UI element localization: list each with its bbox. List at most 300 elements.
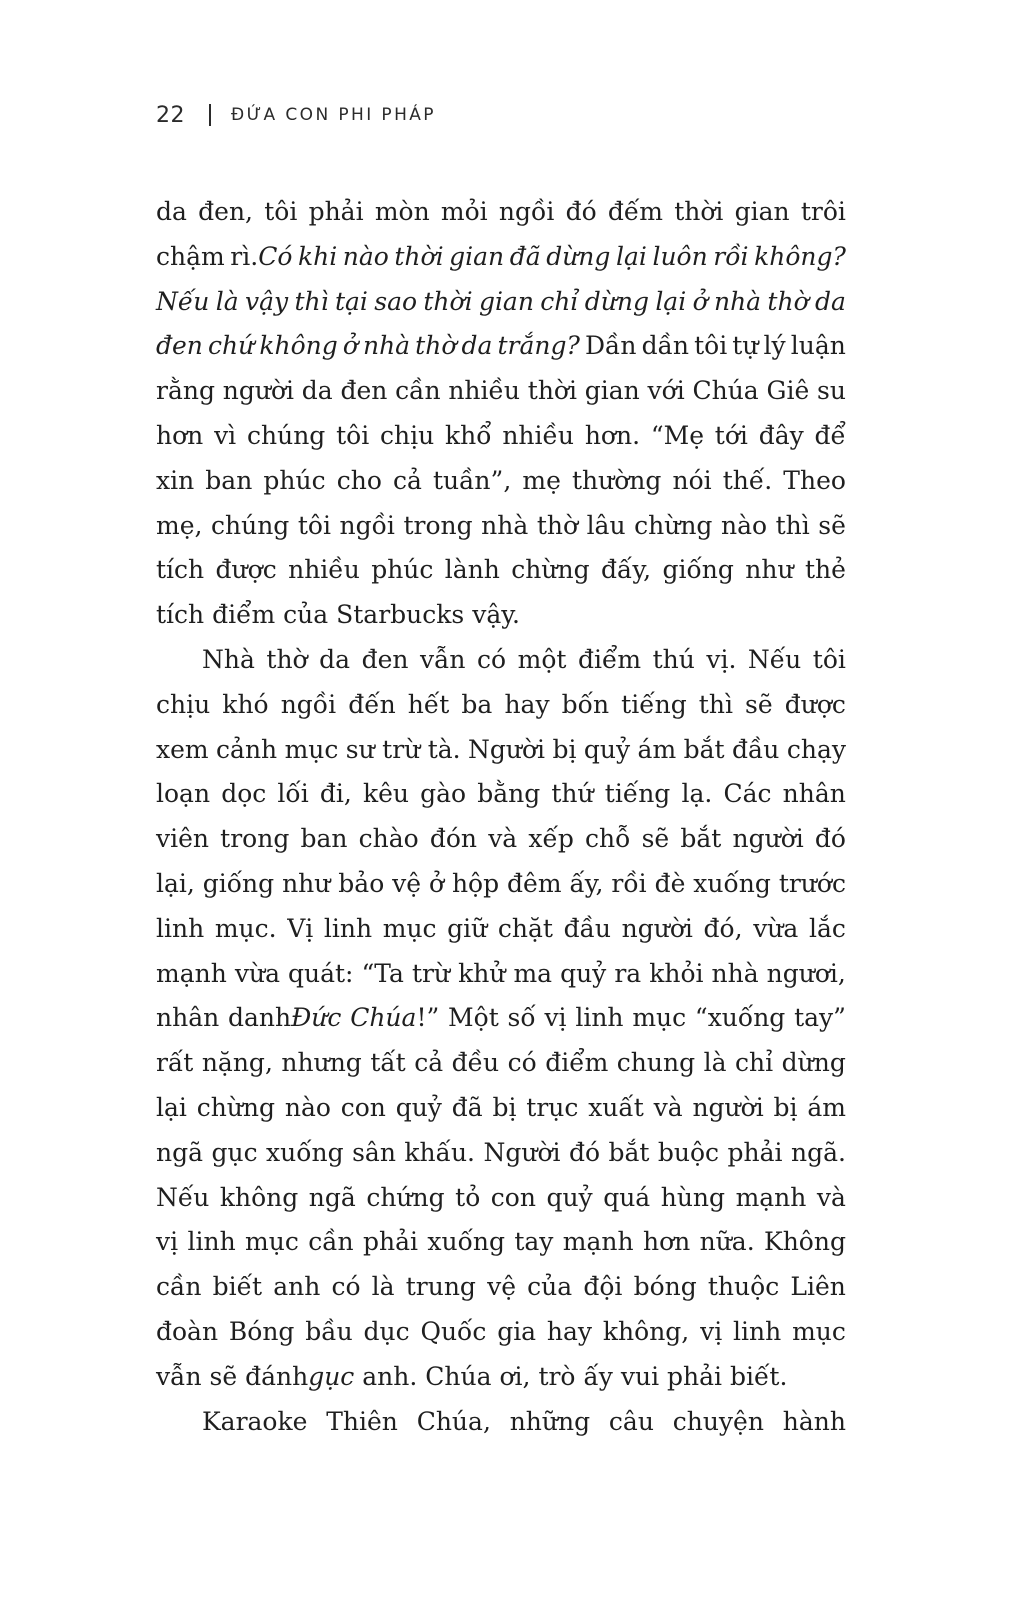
- word: “Ta: [361, 958, 404, 988]
- word: bằng: [477, 779, 541, 809]
- word: không: [259, 331, 338, 361]
- word: đó: [565, 197, 597, 226]
- word: hùng: [660, 1182, 726, 1212]
- word: trắng?: [497, 331, 580, 361]
- word: nặng,: [201, 1048, 273, 1078]
- word: thường: [571, 465, 662, 495]
- word: chứng: [366, 1182, 445, 1212]
- word: chừng: [634, 510, 713, 540]
- word: tôi: [297, 510, 331, 540]
- word: chịu: [156, 689, 211, 719]
- word: và: [488, 824, 518, 854]
- word: xuống: [693, 868, 771, 898]
- word: bị: [492, 1092, 517, 1122]
- word: lạ.: [681, 779, 713, 809]
- word: luận: [790, 331, 846, 361]
- word: người: [692, 1092, 764, 1122]
- word: khỏi: [649, 958, 704, 988]
- word: một: [517, 644, 567, 674]
- word: Dần: [585, 331, 637, 361]
- word: mục: [382, 913, 437, 943]
- word: mục.: [214, 913, 277, 943]
- text-line: [156, 504, 846, 549]
- word: phải: [363, 1227, 419, 1257]
- word: gào: [420, 779, 467, 809]
- word: dừng: [781, 1048, 846, 1078]
- text-line: [156, 1355, 846, 1400]
- word: xuống: [427, 1227, 505, 1257]
- word: phải: [308, 197, 364, 226]
- word: quỷ: [546, 1182, 593, 1212]
- word: chặt: [497, 913, 553, 943]
- word: dừng: [584, 286, 649, 316]
- word: bắt: [683, 734, 725, 764]
- word: tự: [732, 331, 759, 361]
- word: sân: [352, 1137, 396, 1167]
- word: câu: [608, 1406, 654, 1436]
- word: lành: [444, 555, 500, 585]
- book-title: ĐỨA CON PHI PHÁP: [231, 105, 436, 125]
- word: thứ: [551, 779, 594, 809]
- text-line: [156, 1131, 846, 1176]
- word: da: [319, 644, 351, 674]
- word: hơn: [156, 420, 204, 450]
- text-line: [156, 1400, 846, 1445]
- word: ở: [342, 331, 358, 361]
- word: Người: [468, 734, 546, 764]
- word: ở: [692, 286, 708, 316]
- word: sư: [345, 734, 375, 764]
- word: hành: [782, 1406, 846, 1436]
- word: con: [340, 1092, 386, 1122]
- word: xuất: [588, 1092, 644, 1122]
- word: giống: [202, 868, 275, 898]
- text-line: [156, 369, 846, 414]
- word: cảnh: [216, 734, 278, 764]
- word: đếm: [607, 197, 663, 226]
- text-line: [156, 817, 846, 862]
- word: vì: [214, 420, 237, 450]
- word: lắc: [808, 913, 846, 943]
- word: không: [219, 1182, 299, 1212]
- text-line: [156, 728, 846, 773]
- word: tích: [156, 555, 205, 585]
- word: tà.: [427, 734, 461, 764]
- word: của: [283, 600, 329, 630]
- word: thờ: [767, 286, 809, 316]
- word: linh: [575, 1003, 624, 1033]
- word: điểm: [212, 600, 276, 630]
- word: gian: [734, 197, 790, 226]
- word: là: [703, 1048, 727, 1078]
- word: sẽ: [641, 824, 670, 854]
- word: vẫn: [156, 1361, 202, 1391]
- word: nhà: [711, 958, 759, 988]
- word: cần: [156, 1272, 202, 1302]
- word: điểm: [545, 1048, 609, 1078]
- word: Starbucks: [336, 600, 465, 630]
- word: được: [215, 555, 277, 585]
- word: như: [745, 555, 794, 585]
- word: ma: [513, 958, 553, 988]
- word: Nếu: [156, 286, 210, 316]
- word: bảo: [338, 868, 385, 898]
- word: Nếu: [747, 644, 802, 674]
- word: vị: [544, 1003, 567, 1033]
- word: gục: [211, 1137, 258, 1167]
- word: mỏi: [440, 197, 488, 226]
- word: gian: [478, 286, 534, 316]
- word: ngã: [308, 1182, 356, 1212]
- word: đều: [451, 1048, 500, 1078]
- word: ơi,: [499, 1361, 531, 1391]
- text-line: [156, 1265, 846, 1310]
- word: thời: [674, 197, 724, 226]
- word: nói: [672, 465, 712, 495]
- word: phải: [667, 1361, 723, 1391]
- word: linh: [156, 913, 205, 943]
- word: ban: [300, 824, 348, 854]
- word: “Mẹ: [650, 420, 704, 450]
- word: ngã.: [790, 1137, 846, 1167]
- word: ngồi: [498, 197, 555, 226]
- word: phải: [727, 1137, 783, 1167]
- word: ngươi,: [766, 958, 846, 988]
- word: đoàn: [156, 1316, 219, 1346]
- word: “xuống: [694, 1003, 786, 1033]
- word: nhiều: [288, 555, 360, 585]
- word: đấy,: [601, 555, 652, 585]
- text-line: [156, 952, 846, 997]
- word: ấy: [583, 1361, 613, 1391]
- word: dục: [363, 1316, 410, 1346]
- word: mạnh: [562, 1227, 634, 1257]
- text-line: [156, 280, 846, 325]
- word: tôi: [336, 420, 370, 450]
- word: hay: [546, 1316, 593, 1346]
- word: mẹ: [522, 465, 561, 495]
- word: cần: [308, 1227, 354, 1257]
- text-line: [156, 1086, 846, 1131]
- word: chứ: [208, 331, 255, 361]
- word: trừ: [411, 958, 451, 988]
- word: quá: [603, 1182, 651, 1212]
- word: tại: [334, 286, 368, 316]
- word: chạy: [786, 734, 846, 764]
- word: người: [222, 376, 294, 406]
- word: tôi: [694, 331, 728, 361]
- word: loạn: [156, 779, 211, 809]
- word: Chúa: [425, 1361, 492, 1391]
- word: đi,: [319, 779, 352, 809]
- text-line: [156, 1176, 846, 1221]
- word: Bóng: [228, 1316, 295, 1346]
- word: đây: [758, 420, 804, 450]
- word: khổ: [444, 420, 492, 450]
- word: xếp: [528, 824, 574, 854]
- word: đầu: [563, 913, 612, 943]
- word: người: [732, 824, 804, 854]
- word: chuyện: [672, 1406, 764, 1436]
- word: Không: [764, 1227, 846, 1257]
- word: đội: [583, 1272, 623, 1302]
- word: tiếng: [621, 689, 687, 719]
- word: thuộc: [707, 1272, 780, 1302]
- word: ba: [461, 689, 493, 719]
- word: Thiên: [326, 1406, 398, 1436]
- word: Giê: [766, 376, 810, 406]
- text-line: [156, 907, 846, 952]
- word: rằng: [156, 376, 215, 406]
- page-number: 22: [156, 102, 185, 128]
- word: đó: [568, 1137, 601, 1167]
- word: vị: [156, 1227, 179, 1257]
- word: và: [816, 1182, 846, 1212]
- word: đen: [156, 331, 203, 361]
- word: ấy,: [569, 868, 604, 898]
- text-line: [156, 1310, 846, 1355]
- word: vậy: [244, 286, 289, 316]
- word: bắt: [608, 1137, 650, 1167]
- word: thế.: [722, 465, 773, 495]
- word: mạnh: [735, 1182, 807, 1212]
- word: Nếu: [156, 1182, 210, 1212]
- word: đen,: [198, 197, 254, 226]
- word: đó: [814, 824, 846, 854]
- word: trò: [538, 1361, 576, 1391]
- word: trong: [220, 824, 290, 854]
- body-text: [156, 190, 846, 1444]
- word: Một: [448, 1003, 499, 1033]
- word: chỉ: [735, 1048, 774, 1078]
- word: đã: [451, 1092, 483, 1122]
- word: cả: [392, 465, 422, 495]
- word: hơn.: [584, 420, 641, 450]
- word: tới: [714, 420, 748, 450]
- text-line: [156, 235, 846, 280]
- word: đến: [348, 689, 396, 719]
- word: bị: [773, 1092, 798, 1122]
- word: chúng: [246, 420, 326, 450]
- word: vệ: [487, 1272, 517, 1302]
- word: vị.: [706, 644, 737, 674]
- word: tay”: [794, 1003, 846, 1033]
- word: không?: [754, 241, 846, 271]
- word: nhân: [782, 779, 846, 809]
- word: điểm: [577, 644, 642, 674]
- word: sao: [374, 286, 418, 316]
- word: phúc: [263, 465, 326, 495]
- word: tôi: [264, 197, 298, 226]
- word: đè: [654, 868, 686, 898]
- word: nhiều: [502, 420, 575, 450]
- word: người: [621, 913, 693, 943]
- word: luôn: [652, 241, 708, 271]
- text-line: [156, 683, 846, 728]
- word: Liên: [790, 1272, 846, 1302]
- word: mục: [632, 1003, 687, 1033]
- word: bốn: [561, 689, 610, 719]
- text-line: [156, 459, 846, 504]
- word: thẻ: [804, 555, 846, 585]
- word: rồi: [713, 241, 749, 271]
- word: bị: [552, 734, 577, 764]
- text-line: [156, 548, 846, 593]
- word: mục: [245, 1227, 299, 1257]
- word: thú: [652, 644, 695, 674]
- word: bầu: [305, 1316, 353, 1346]
- word: chịu: [379, 420, 435, 450]
- word: gian: [584, 376, 640, 406]
- word: đón: [429, 824, 478, 854]
- word: buộc: [657, 1137, 720, 1167]
- word: thời: [394, 241, 444, 271]
- word: phúc: [371, 555, 434, 585]
- text-line: [156, 593, 846, 638]
- word: anh.: [362, 1361, 418, 1391]
- word: thời: [423, 286, 473, 316]
- word: mục: [284, 734, 339, 764]
- word: những: [509, 1406, 591, 1436]
- word: bắt: [680, 824, 722, 854]
- word: vệ: [392, 868, 422, 898]
- word: đen: [340, 376, 388, 406]
- word: linh: [323, 913, 373, 943]
- word: lại: [655, 286, 687, 316]
- word: có: [477, 644, 507, 674]
- word: Chúa: [692, 376, 759, 406]
- word: thờ: [415, 331, 457, 361]
- word: của: [527, 1272, 573, 1302]
- word: lại: [615, 241, 647, 271]
- word: quỷ: [583, 734, 631, 764]
- word: dừng: [546, 241, 611, 271]
- word: ngồi: [280, 689, 337, 719]
- text-line: [156, 638, 846, 683]
- word: tiếng: [604, 779, 671, 809]
- word: thời: [527, 376, 577, 406]
- word: chúng: [211, 510, 290, 540]
- text-line: [156, 862, 846, 907]
- word: Các: [723, 779, 772, 809]
- word: quỷ: [395, 1092, 442, 1122]
- word: Vị: [287, 913, 314, 943]
- word: mạnh: [156, 958, 227, 988]
- word: ám: [637, 734, 677, 764]
- word: tích: [156, 600, 205, 630]
- word: viên: [156, 824, 210, 854]
- word: cho: [336, 465, 382, 495]
- word: nhưng: [281, 1048, 362, 1078]
- text-line: [156, 190, 846, 235]
- text-line: [156, 1220, 846, 1265]
- text-line: [156, 324, 846, 369]
- text-line: [156, 1041, 846, 1086]
- word: thờ: [536, 510, 579, 540]
- word: chỗ: [585, 824, 631, 854]
- word: để: [814, 420, 846, 450]
- word: hộp: [451, 868, 500, 898]
- word: vị: [700, 1316, 723, 1346]
- word: xin: [156, 465, 195, 495]
- word: xem: [156, 734, 209, 764]
- word: có: [331, 1272, 361, 1302]
- word: biết: [212, 1272, 263, 1302]
- word: hay: [504, 689, 550, 719]
- word: khi: [297, 241, 338, 271]
- word: thì: [294, 286, 329, 316]
- word: đêm: [507, 868, 562, 898]
- word: thì: [698, 689, 733, 719]
- word: chừng: [511, 555, 590, 585]
- text-line: [156, 414, 846, 459]
- word: nhà: [362, 331, 411, 361]
- word: lại: [156, 1092, 187, 1122]
- word: hơn: [642, 1227, 691, 1257]
- word: vậy.: [472, 600, 520, 630]
- word: tất: [370, 1048, 406, 1078]
- word: nữa.: [699, 1227, 755, 1257]
- word: linh: [187, 1227, 236, 1257]
- word: vui: [620, 1361, 660, 1391]
- header-separator: [209, 104, 211, 126]
- word: và: [653, 1092, 683, 1122]
- word: Quốc: [420, 1316, 487, 1346]
- word: su: [817, 376, 846, 406]
- word: trung: [405, 1272, 476, 1302]
- word: nào: [342, 241, 389, 271]
- word: tôi: [812, 644, 846, 674]
- word: nhân: [156, 1003, 220, 1033]
- word: kêu: [362, 779, 409, 809]
- word: Theo: [783, 465, 846, 495]
- word: số: [507, 1003, 536, 1033]
- word: mẹ,: [156, 510, 203, 540]
- word: ra: [614, 958, 642, 988]
- word: da: [156, 197, 187, 226]
- text-line: [156, 772, 846, 817]
- word: trừ: [382, 734, 421, 764]
- word: trục: [526, 1092, 579, 1122]
- word: danhĐức: [228, 1003, 342, 1033]
- word: rất: [156, 1048, 194, 1078]
- word: biết.: [730, 1361, 788, 1391]
- word: bóng: [633, 1272, 697, 1302]
- word: tay: [514, 1227, 554, 1257]
- word: mòn: [374, 197, 430, 226]
- word: gia: [497, 1316, 537, 1346]
- word: sẽ: [209, 1361, 238, 1391]
- word: lý: [763, 331, 786, 361]
- word: là: [215, 286, 239, 316]
- word: đó,: [703, 913, 743, 943]
- word: vừa: [753, 913, 799, 943]
- word: khấu.: [404, 1137, 476, 1167]
- word: Karaoke: [202, 1406, 308, 1436]
- word: ban: [205, 465, 253, 495]
- word: được: [784, 689, 846, 719]
- word: da: [461, 331, 493, 361]
- word: xuống: [266, 1137, 344, 1167]
- word: với: [647, 376, 685, 406]
- word: ở: [428, 868, 445, 898]
- word: Nhà: [202, 644, 255, 674]
- word: đen: [361, 644, 409, 674]
- word: tuần”,: [432, 465, 512, 495]
- word: vẫn: [419, 644, 466, 674]
- word: nào: [720, 510, 768, 540]
- word: trong: [403, 510, 473, 540]
